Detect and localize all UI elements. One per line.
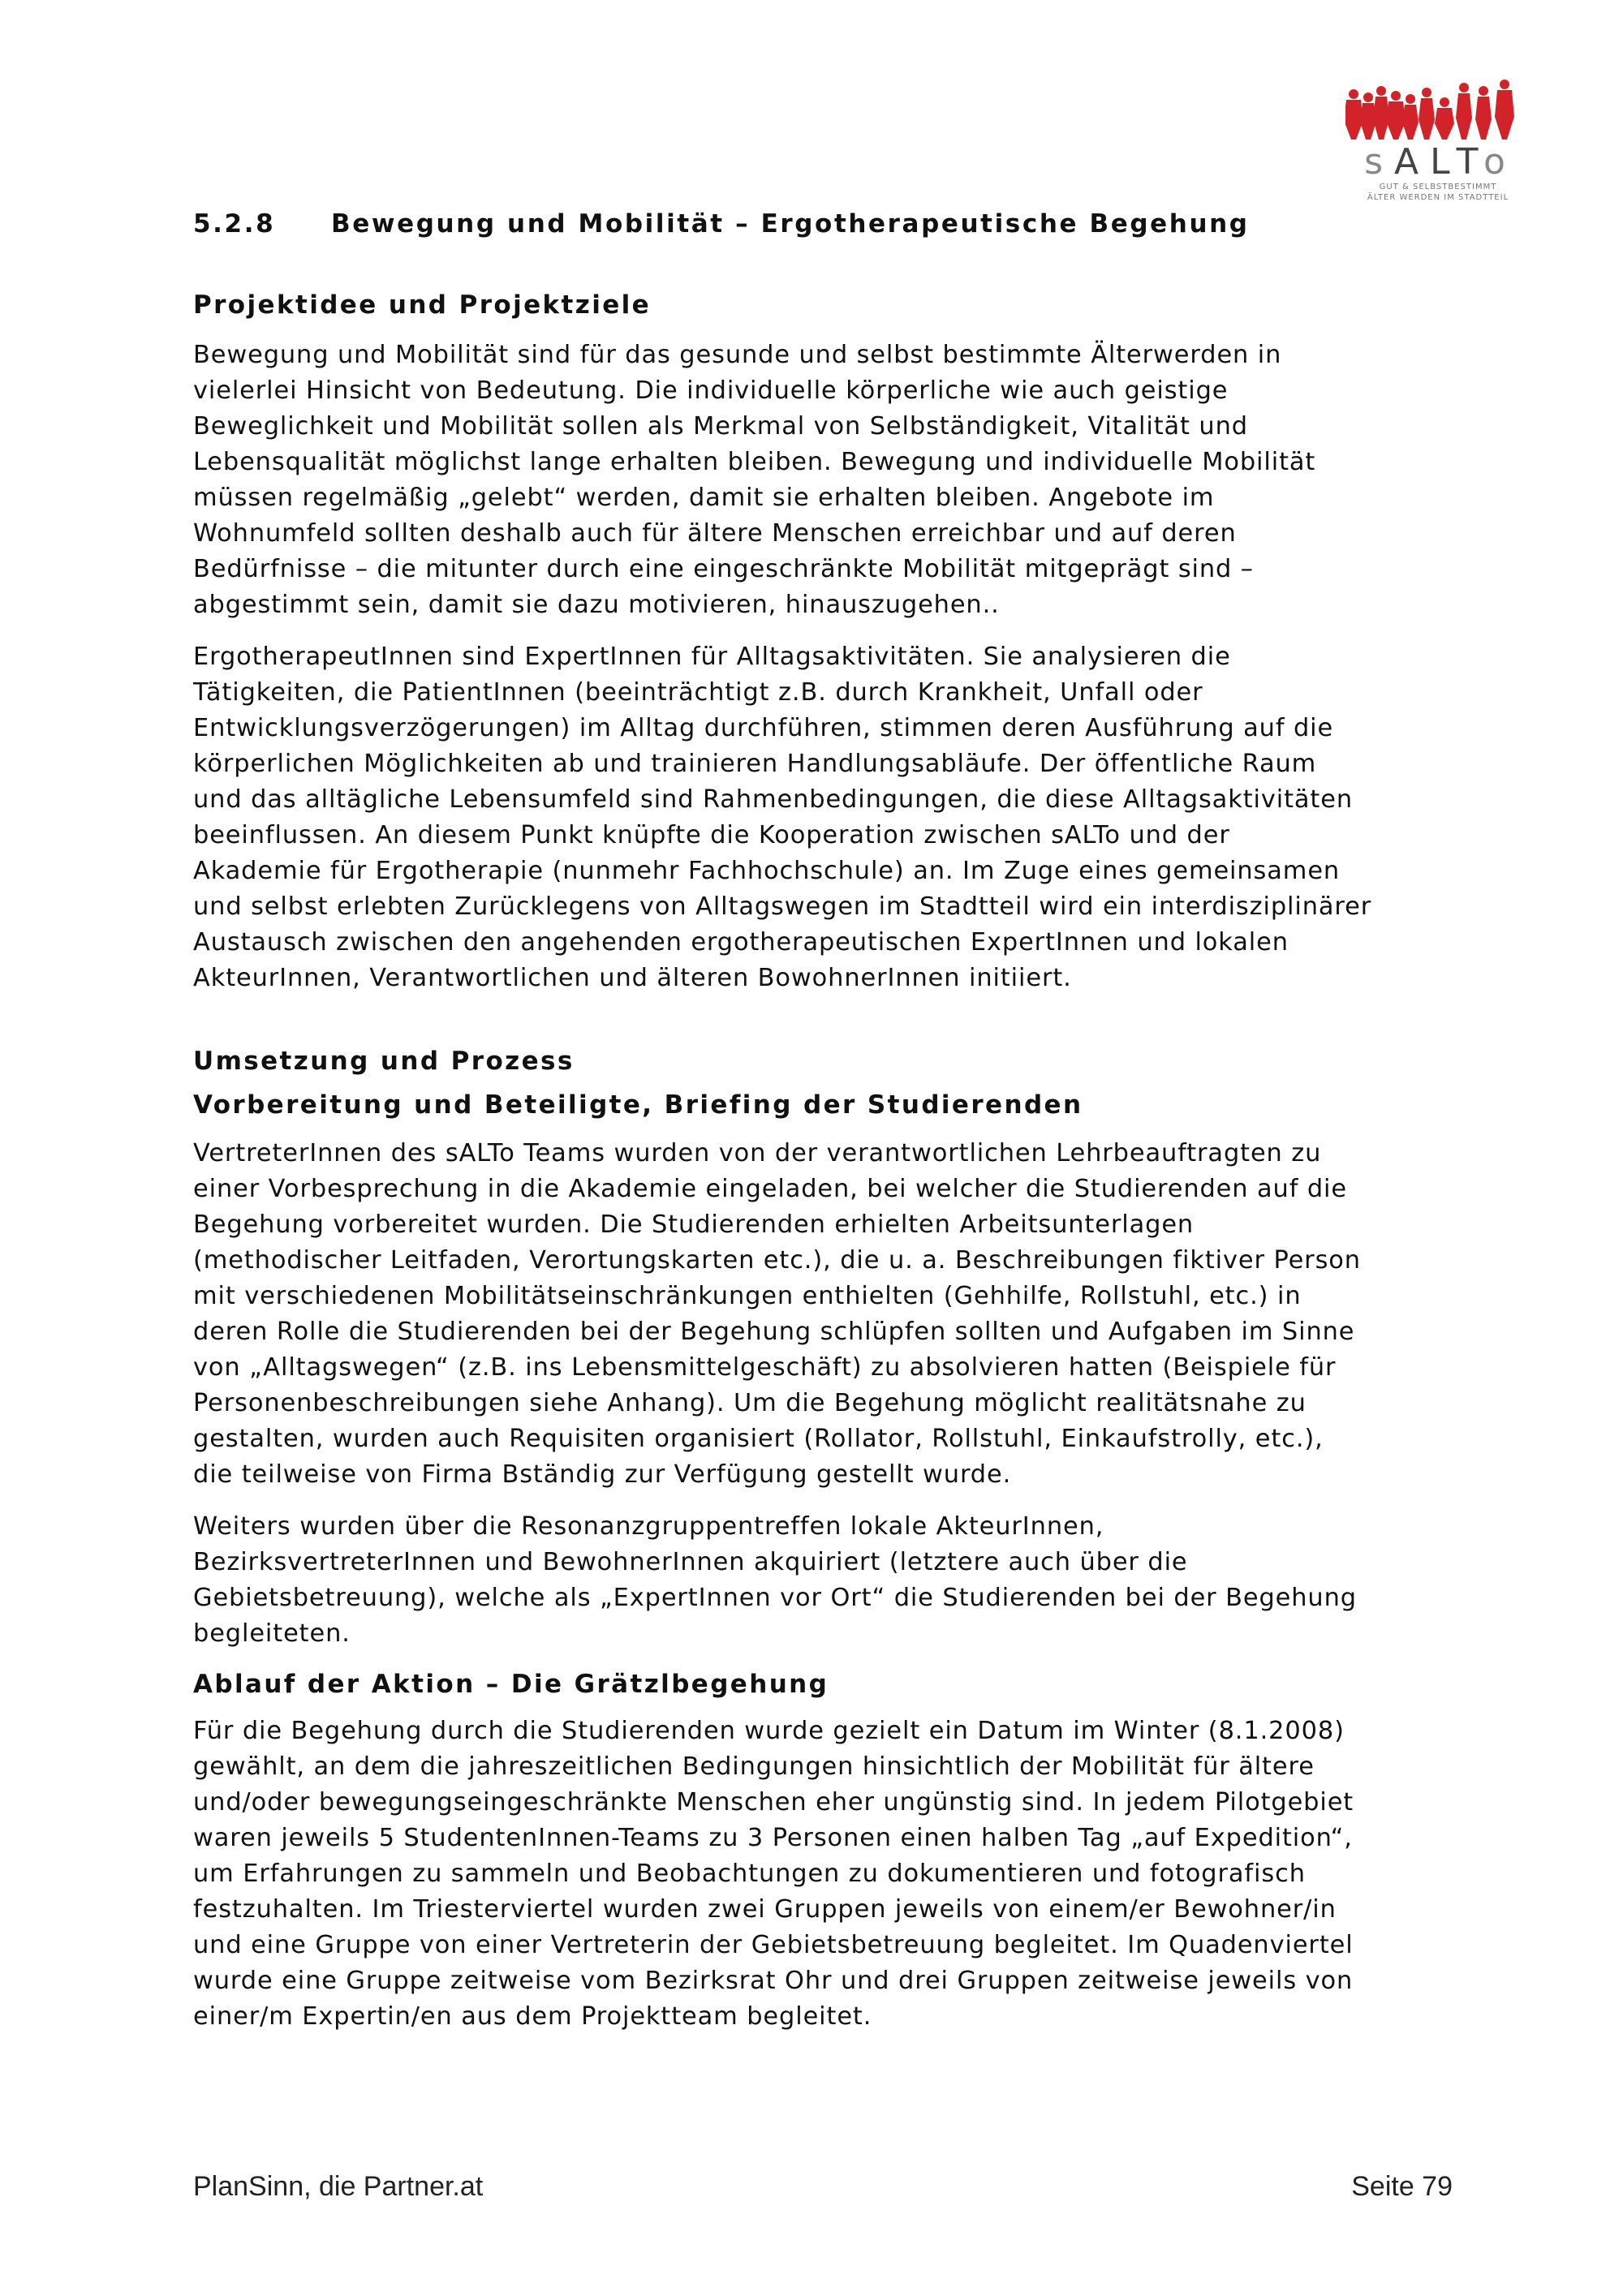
paragraph-line: Für die Begehung durch die Studierenden wurde gezielt ein Datum im Winter (8.1.2008) <box>193 1717 1345 1745</box>
paragraph-line: und/oder bewegungseingeschränkte Menschen eher ungünstig sind. In jedem Pilotgebiet <box>193 1788 1354 1817</box>
body-text <box>193 290 1453 2035</box>
paragraph <box>193 639 1453 996</box>
page-content <box>193 209 1453 2051</box>
paragraph-line: VertreterInnen des sALTo Teams wurden von der verantwortlichen Lehrbeauftragten zu <box>193 1139 1322 1167</box>
logo-figure-head <box>1479 86 1488 96</box>
logo-letter: L <box>1430 141 1457 183</box>
paragraph-line: mit verschiedenen Mobilitätseinschränkungen enthielten (Gehhilfe, Rollstuhl, etc.) in <box>193 1282 1302 1310</box>
logo-figure-head <box>1440 97 1449 107</box>
paragraph-line: müssen regelmäßig „gelebt“ werden, damit sie erhalten bleiben. Angebote im <box>193 484 1215 512</box>
paragraph-line: körperlichen Möglichkeiten ab und trainieren Handlungsabläufe. Der öffentliche Raum <box>193 750 1317 778</box>
section-number: 5.2.8 <box>193 209 276 239</box>
paragraph-line: deren Rolle die Studierenden bei der Begehung schlüpfen sollten und Aufgaben im Sinne <box>193 1318 1355 1346</box>
paragraph-line: und das alltägliche Lebensumfeld sind Rahmenbedingungen, die diese Alltagsaktivitäten <box>193 785 1354 814</box>
logo-figure-head <box>1406 94 1415 104</box>
logo-figure-head <box>1422 88 1431 97</box>
logo-figure-head <box>1376 86 1386 96</box>
paragraph-line: gestalten, wurden auch Requisiten organisiert (Rollator, Rollstuhl, Einkaufstrolly, etc.), <box>193 1425 1324 1453</box>
paragraph-line: abgestimmt sein, damit sie dazu motivieren, hinauszugehen.. <box>193 591 1000 619</box>
subsection-heading: Projektidee und Projektziele <box>193 290 652 320</box>
salto-figures-icon <box>1345 75 1524 140</box>
logo-figure-body <box>1402 105 1419 140</box>
paragraph-line: um Erfahrungen zu sammeln und Beobachtungen zu dokumentieren und fotografisch <box>193 1860 1306 1888</box>
logo-figure-head <box>1459 83 1469 92</box>
logo-tagline <box>1342 182 1534 203</box>
logo-figure-body <box>1456 93 1472 140</box>
footer-publisher: PlanSinn, die Partner.at <box>193 2171 484 2202</box>
paragraph-line: Akademie für Ergotherapie (nunmehr Fachhochschule) an. Im Zuge eines gemeinsamen <box>193 857 1341 885</box>
paragraph-line: begleiteten. <box>193 1619 351 1648</box>
paragraph-line: Gebietsbetreuung), welche als „ExpertInnen vor Ort“ die Studierenden bei der Begehung <box>193 1584 1357 1612</box>
logo-letter: T <box>1456 141 1483 183</box>
paragraph-line: Entwicklungsverzögerungen) im Alltag durchführen, stimmen deren Ausführung auf die <box>193 714 1334 742</box>
paragraph <box>193 1509 1453 1652</box>
logo-figure-head <box>1391 91 1401 101</box>
paragraph-line: AkteurInnen, Verantwortlichen und älteren BowohnerInnen initiiert. <box>193 964 1072 992</box>
page-number: Seite 79 <box>1351 2171 1453 2202</box>
section-title-text: Bewegung und Mobilität – Ergotherapeutische Begehung <box>331 209 1250 239</box>
logo-tagline-line: ÄLTER WERDEN IM STADTTEIL <box>1367 193 1509 202</box>
paragraph <box>193 338 1453 623</box>
logo-figure-body <box>1495 90 1514 140</box>
paragraph-line: Begehung vorbereitet wurden. Die Studierenden erhielten Arbeitsunterlagen <box>193 1210 1195 1239</box>
subsection-heading: Vorbereitung und Beteiligte, Briefing der Studierenden <box>193 1090 1083 1120</box>
paragraph-line: ErgotherapeutInnen sind ExpertInnen für Alltagsaktivitäten. Sie analysieren die <box>193 643 1231 671</box>
paragraph-line: Austausch zwischen den angehenden ergotherapeutischen ExpertInnen und lokalen <box>193 928 1289 957</box>
logo-figure-body <box>1475 97 1492 140</box>
paragraph-line: Weiters wurden über die Resonanzgruppentreffen lokale AkteurInnen, <box>193 1512 1104 1541</box>
logo-letter: s <box>1364 141 1395 183</box>
paragraph-line: (methodischer Leitfaden, Verortungskarten etc.), die u. a. Beschreibungen fiktiver Person <box>193 1246 1361 1275</box>
paragraph <box>193 1136 1453 1493</box>
subsection-heading: Ablauf der Aktion – Die Grätzlbegehung <box>193 1670 829 1699</box>
section-title <box>193 209 1453 239</box>
paragraph-line: Wohnumfeld sollten deshalb auch für ältere Menschen erreichbar und auf deren <box>193 519 1237 548</box>
logo-letter: A <box>1394 141 1431 183</box>
paragraph-line: und selbst erlebten Zurücklegens von Alltagswegen im Stadtteil wird ein interdisziplinärer <box>193 892 1372 921</box>
paragraph-line: Bedürfnisse – die mitunter durch eine eingeschränkte Mobilität mitgeprägt sind – <box>193 555 1254 583</box>
paragraph-line: wurde eine Gruppe zeitweise vom Bezirksrat Ohr und drei Gruppen zeitweise jeweils von <box>193 1967 1354 1995</box>
logo-letter: o <box>1483 141 1517 183</box>
logo-wordmark <box>1347 141 1534 183</box>
paragraph-line: und eine Gruppe von einer Vertreterin der Gebietsbetreuung begleitet. Im Quadenviertel <box>193 1931 1354 1959</box>
salto-logo <box>1331 75 1534 204</box>
logo-figure-head <box>1363 92 1373 102</box>
logo-tagline-line: GUT & SELBSTBESTIMMT <box>1379 183 1497 191</box>
paragraph-line: Bewegung und Mobilität sind für das gesunde und selbst bestimmte Älterwerden in <box>193 341 1282 369</box>
paragraph-line: Beweglichkeit und Mobilität sollen als Merkmal von Selbständigkeit, Vitalität und <box>193 412 1248 441</box>
logo-figure-body <box>1435 108 1454 140</box>
paragraph-line: einer Vorbesprechung in die Akademie eingeladen, bei welcher die Studierenden auf die <box>193 1175 1347 1203</box>
paragraph-line: beeinflussen. An diesem Punkt knüpfte die Kooperation zwischen sALTo und der <box>193 821 1230 849</box>
paragraph-line: Tätigkeiten, die PatientInnen (beeinträchtigt z.B. durch Krankheit, Unfall oder <box>193 678 1203 707</box>
paragraph-line: die teilweise von Firma Bständig zur Verfügung gestellt wurde. <box>193 1460 1012 1489</box>
paragraph-line: festzuhalten. Im Triesterviertel wurden zwei Gruppen jeweils von einem/er Bewohner/in <box>193 1895 1337 1924</box>
page-footer <box>193 2171 1453 2204</box>
paragraph-line: gewählt, an dem die jahreszeitlichen Bedingungen hinsichtlich der Mobilität für ältere <box>193 1752 1315 1781</box>
paragraph-line: einer/m Expertin/en aus dem Projektteam begleitet. <box>193 2002 872 2031</box>
logo-figure-head <box>1500 80 1509 89</box>
logo-figure-head <box>1349 89 1358 99</box>
paragraph-line: von „Alltagswegen“ (z.B. ins Lebensmittelgeschäft) zu absolvieren hatten (Beispiele für <box>193 1353 1337 1382</box>
paragraph-line: Personenbeschreibungen siehe Anhang). Um die Begehung möglicht realitätsnahe zu <box>193 1389 1307 1417</box>
section-heading: Umsetzung und Prozess <box>193 1047 575 1076</box>
paragraph-line: waren jeweils 5 StudentenInnen-Teams zu 3 Personen einen halben Tag „auf Expedition“, <box>193 1824 1353 1852</box>
paragraph-line: vielerlei Hinsicht von Bedeutung. Die individuelle körperliche wie auch geistige <box>193 376 1229 405</box>
paragraph <box>193 1713 1453 2035</box>
paragraph-line: BezirksvertreterInnen und BewohnerInnen akquiriert (letztere auch über die <box>193 1548 1188 1576</box>
logo-figure-body <box>1419 98 1435 140</box>
paragraph-line: Lebensqualität möglichst lange erhalten bleiben. Bewegung und individuelle Mobilität <box>193 448 1316 476</box>
